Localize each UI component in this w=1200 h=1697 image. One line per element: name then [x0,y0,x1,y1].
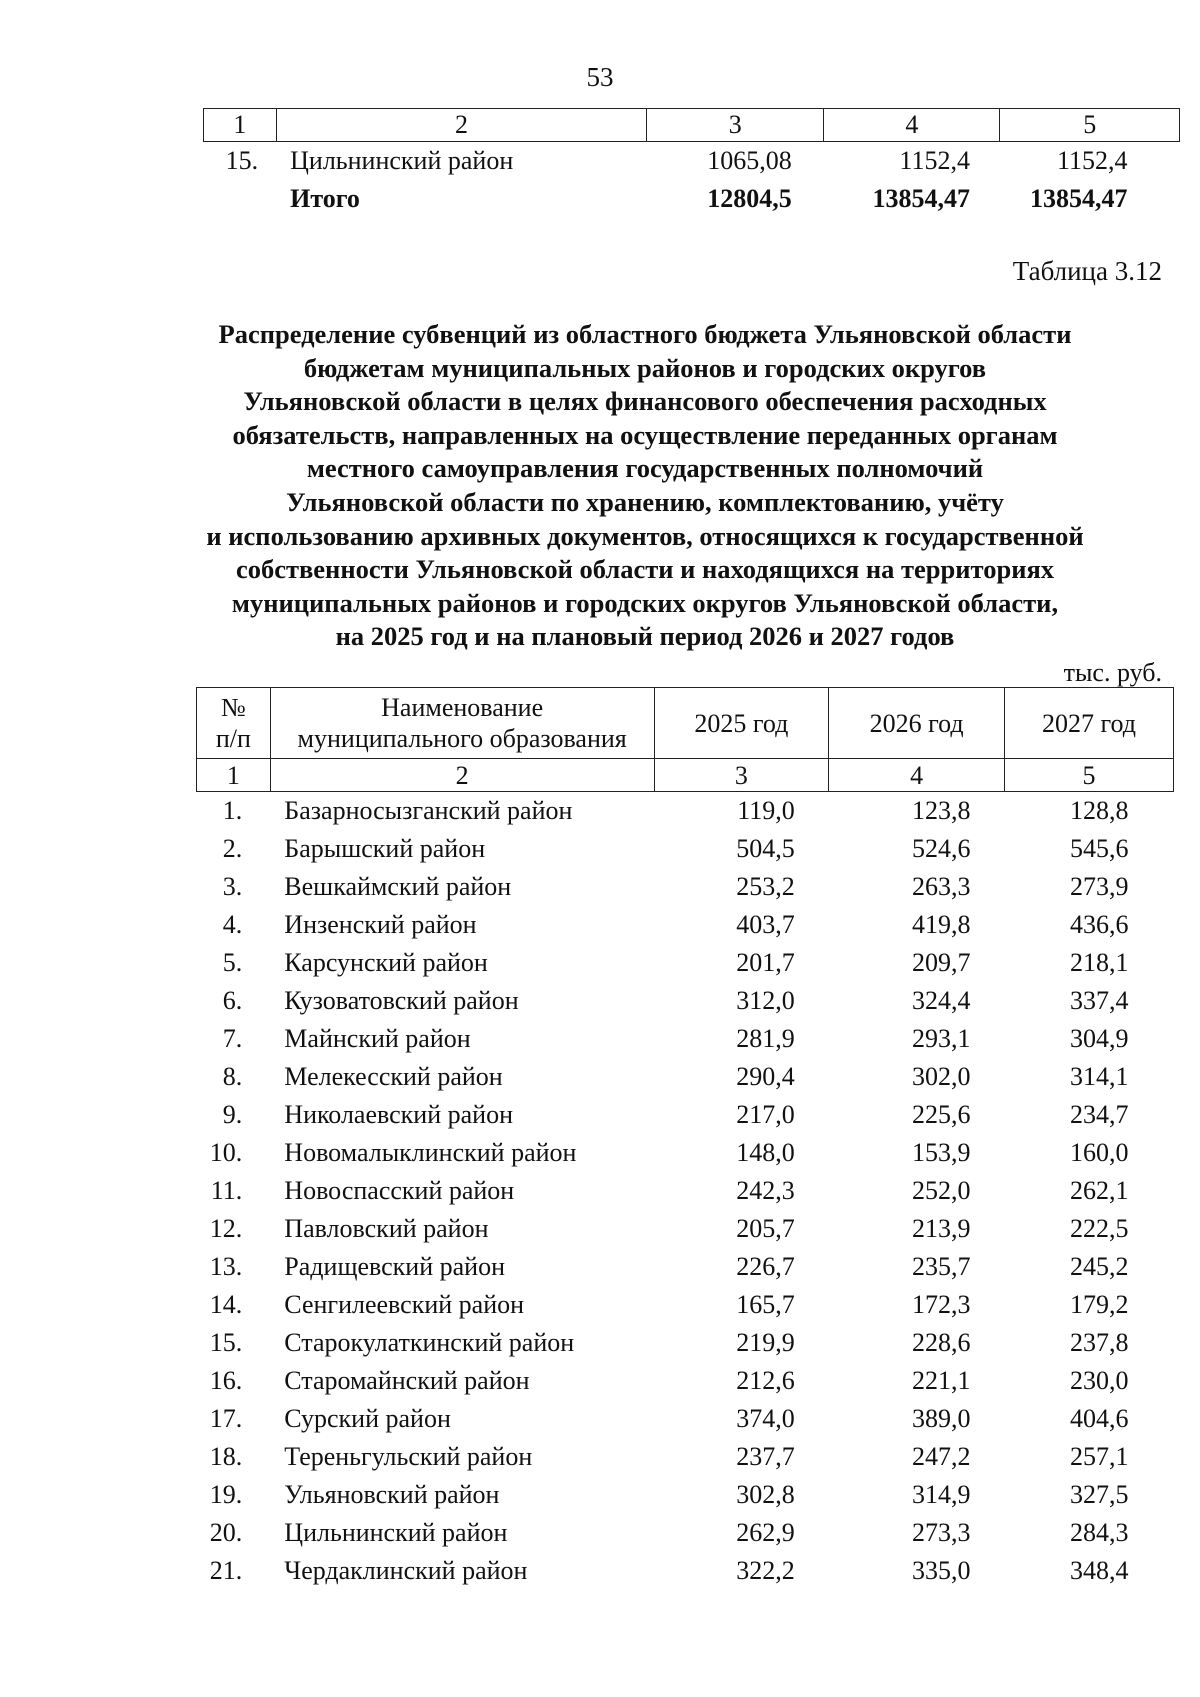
table-row [197,1362,1174,1400]
value-2026: 293,1 [911,1024,971,1053]
title-line: муниципальных районов и городских округов Ульяновской области, [231,587,1059,618]
value-2027: 179,2 [1070,1290,1129,1319]
value-2027: 222,5 [1070,1214,1129,1243]
value-2025: 201,7 [736,948,795,977]
value-2025: 212,6 [736,1366,795,1395]
column-number: 3 [654,759,829,792]
value-2026: 389,0 [911,1404,971,1433]
header-2025: 2025 год [654,688,829,759]
total-2026: 13854,47 [872,184,970,213]
row-number: 5. [222,948,243,977]
table-row [197,1476,1174,1514]
units-label: тыс. руб. [1063,658,1162,687]
value-2027: 128,8 [1070,796,1129,825]
table-row [197,1324,1174,1362]
value-2025: 119,0 [737,796,795,825]
title-line: на 2025 год и на плановый период 2026 и 2027 годов [335,621,955,652]
column-number: 5 [1000,109,1180,142]
header-2026: 2026 год [829,688,1005,759]
municipality-name: Сурский район [284,1404,451,1433]
value-2026: 228,6 [911,1328,971,1357]
row-number: 2. [222,834,243,863]
row-number: 16. [209,1366,243,1395]
title-line: Ульяновской области в целях финансового обеспечения расходных [243,386,1047,417]
table-row [197,1514,1174,1552]
total-2025: 12804,5 [707,184,792,213]
table-body [197,792,1174,1591]
municipality-name: Ульяновский район [284,1480,500,1509]
municipality-name: Старомайнский район [284,1366,530,1395]
value-2027: 284,3 [1070,1518,1129,1547]
value-2027: 237,8 [1070,1328,1129,1357]
table-row [197,830,1174,868]
value-2025: 302,8 [736,1480,795,1509]
municipality-name: Тереньгульский район [284,1442,533,1471]
value-2025: 504,5 [736,834,795,863]
total-label: Итого [290,184,360,213]
value-2026: 123,8 [911,796,971,825]
title-line: обязательств, направленных на осуществление переданных органам [232,419,1058,450]
municipality-name: Базарносызганский район [284,796,573,825]
municipality-name: Николаевский район [284,1100,514,1129]
value-2027: 273,9 [1070,872,1129,901]
value-2025: 262,9 [736,1518,795,1547]
row-number: 13. [209,1252,243,1281]
municipality-name: Майнский район [284,1024,471,1053]
total-row [204,180,1180,218]
row-number: 9. [222,1100,243,1129]
value-2025: 217,0 [736,1100,795,1129]
title-line: Распределение субвенций из областного бюджета Ульяновской области [218,319,1072,349]
value-2026: 263,3 [911,872,971,901]
table-row [197,1172,1174,1210]
row-number: 19. [209,1480,243,1509]
value-2025: 165,7 [736,1290,795,1319]
value-2026: 235,7 [911,1252,971,1281]
value-2027: 1152,4 [1056,146,1128,175]
value-2027: 230,0 [1070,1366,1129,1395]
page-number: 53 [586,62,614,92]
value-2026: 302,0 [911,1062,971,1091]
value-2027: 327,5 [1070,1480,1129,1509]
value-2025: 281,9 [736,1024,795,1053]
table-row [197,1058,1174,1096]
column-number: 1 [197,759,271,792]
table-row [197,1400,1174,1438]
table-row [197,1438,1174,1476]
table-row [197,1020,1174,1058]
value-2027: 545,6 [1070,834,1129,863]
value-2025: 237,7 [736,1442,795,1471]
column-number: 4 [829,759,1005,792]
value-2027: 436,6 [1070,910,1129,939]
value-2025: 219,9 [736,1328,795,1357]
table-row [197,1134,1174,1172]
column-numbers-row [197,759,1174,792]
municipality-name: Чердаклинский район [284,1556,528,1585]
value-2026: 252,0 [911,1176,971,1205]
header-municipality: Наименование муниципального образования [270,688,654,759]
municipality-name: Сенгилеевский район [284,1290,525,1319]
value-2025: 205,7 [736,1214,795,1243]
row-number: 18. [209,1442,243,1471]
municipality-name: Старокулаткинский район [284,1328,575,1357]
value-2025: 226,7 [736,1252,795,1281]
value-2025: 374,0 [736,1404,795,1433]
row-number: 7. [222,1024,243,1053]
municipality-name: Павловский район [284,1214,489,1243]
municipality-name: Вешкаймский район [284,872,512,901]
row-number: 3. [222,872,243,901]
row-number: 17. [209,1404,243,1433]
value-2025: 148,0 [736,1138,795,1167]
row-number: 10. [209,1138,243,1167]
municipality-name: Цильнинский район [290,146,514,175]
column-number: 2 [276,109,647,142]
value-2027: 160,0 [1070,1138,1129,1167]
value-2026: 1152,4 [899,146,970,175]
municipality-name: Кузоватовский район [284,986,519,1015]
value-2025: 242,3 [736,1176,795,1205]
value-2027: 304,9 [1070,1024,1129,1053]
value-2026: 225,6 [911,1100,971,1129]
table-row [197,868,1174,906]
document-title [120,318,1170,654]
value-2026: 419,8 [911,910,971,939]
table-header-row [197,688,1174,759]
value-2025: 403,7 [736,910,795,939]
value-2026: 335,0 [911,1556,971,1585]
table-row [197,944,1174,982]
column-number: 1 [204,109,277,142]
value-2025: 312,0 [736,986,795,1015]
value-2026: 273,3 [911,1518,971,1547]
row-number: 4. [222,910,243,939]
title-line: собственности Ульяновской области и находящихся на территориях [235,554,1055,585]
value-2026: 314,9 [911,1480,971,1509]
title-line: и использованию архивных документов, относящихся к государственной [206,520,1084,551]
value-2027: 257,1 [1070,1442,1129,1471]
value-2025: 1065,08 [707,146,792,175]
value-2027: 337,4 [1070,986,1129,1015]
table-row [197,792,1174,831]
municipality-name: Инзенский район [284,910,477,939]
title-line: местного самоуправления государственных полномочий [306,453,984,484]
municipality-name: Цильнинский район [284,1518,508,1547]
municipality-name: Радищевский район [284,1252,505,1281]
row-number: 8. [222,1062,243,1091]
title-line: Ульяновской области по хранению, комплектованию, учёту [286,486,1004,517]
row-number: 21. [209,1556,243,1585]
value-2026: 172,3 [911,1290,971,1319]
table-row [197,1286,1174,1324]
table-row [197,982,1174,1020]
subvention-table [196,687,1174,1590]
value-2027: 404,6 [1070,1404,1129,1433]
table-row [197,906,1174,944]
value-2027: 245,2 [1070,1252,1129,1281]
value-2025: 290,4 [736,1062,795,1091]
value-2027: 314,1 [1070,1062,1129,1091]
municipality-name: Барышский район [284,834,486,863]
column-number: 5 [1004,759,1173,792]
value-2026: 324,4 [911,986,971,1015]
value-2025: 322,2 [736,1556,795,1585]
row-number: 12. [209,1214,243,1243]
row-number: 20. [209,1518,243,1547]
row-number: 15. [225,146,259,175]
value-2026: 221,1 [911,1366,971,1395]
column-number: 3 [647,109,824,142]
column-number: 2 [270,759,654,792]
value-2027: 348,4 [1070,1556,1129,1585]
municipality-name: Карсунский район [284,948,488,977]
continuation-table [203,108,1180,218]
value-2027: 218,1 [1070,948,1129,977]
row-number: 6. [222,986,243,1015]
value-2027: 234,7 [1070,1100,1129,1129]
value-2026: 524,6 [911,834,971,863]
value-2026: 153,9 [911,1138,971,1167]
value-2026: 209,7 [911,948,971,977]
row-number: 14. [209,1290,243,1319]
row-number: 1. [222,796,243,825]
column-number: 4 [824,109,1000,142]
table-row [197,1210,1174,1248]
municipality-name: Новомалыклинский район [284,1138,577,1167]
value-2025: 253,2 [736,872,795,901]
header-2027: 2027 год [1004,688,1173,759]
table-row [197,1552,1174,1590]
total-2027: 13854,47 [1030,184,1128,213]
municipality-name: Мелекесский район [284,1062,503,1091]
value-2026: 247,2 [911,1442,971,1471]
table-row [204,142,1180,181]
row-number: 15. [209,1328,243,1357]
value-2027: 262,1 [1070,1176,1129,1205]
value-2026: 213,9 [911,1214,971,1243]
table-row [197,1248,1174,1286]
title-line: бюджетам муниципальных районов и городских округов [303,352,987,383]
table-row [197,1096,1174,1134]
continuation-header-row [204,109,1180,142]
row-number: 11. [210,1176,243,1205]
table-label: Таблица 3.12 [1012,256,1162,286]
municipality-name: Новоспасский район [284,1176,515,1205]
header-number: № п/п [197,688,271,759]
